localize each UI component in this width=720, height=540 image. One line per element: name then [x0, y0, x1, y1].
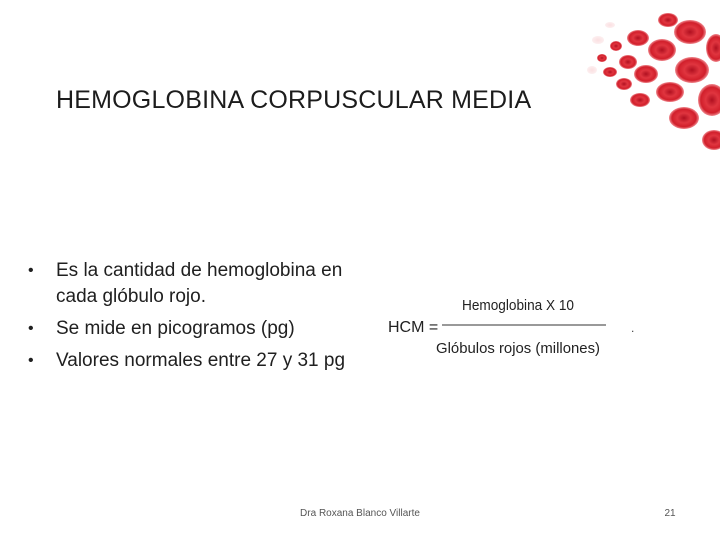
- formula-denominator: Glóbulos rojos (millones): [436, 340, 601, 357]
- formula-period: .: [631, 321, 635, 335]
- bullet-item: [28, 348, 368, 374]
- bullet-icon: •: [28, 352, 34, 369]
- page-number: 21: [664, 508, 676, 519]
- bullet-item: [28, 316, 368, 342]
- bullet-list: [28, 258, 368, 380]
- formula-numerator: Hemoglobina X 10: [462, 297, 574, 314]
- bullet-text: Es la cantidad de hemoglobina en cada glóbulo rojo.: [56, 260, 343, 307]
- formula-lhs: HCM =: [388, 319, 439, 336]
- hcm-formula: [388, 290, 638, 360]
- bullet-text: Se mide en picogramos (pg): [56, 318, 295, 339]
- bullet-icon: •: [28, 320, 34, 337]
- slide-title: HEMOGLOBINA CORPUSCULAR MEDIA: [56, 86, 532, 114]
- red-blood-cells-image: [580, 0, 720, 155]
- footer-author: Dra Roxana Blanco Villarte: [300, 508, 420, 519]
- bullet-text: Valores normales entre 27 y 31 pg: [56, 350, 346, 371]
- bullet-icon: •: [28, 262, 34, 279]
- bullet-item: [28, 258, 368, 310]
